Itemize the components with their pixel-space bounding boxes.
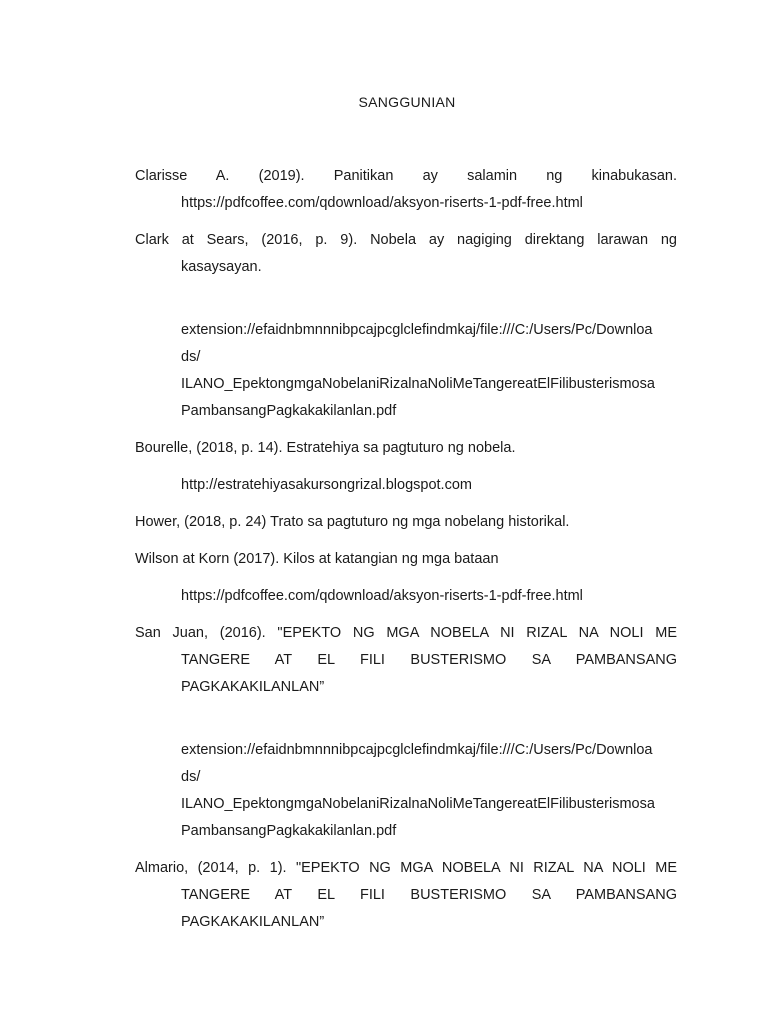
reference-almario-line-3: PAGKAKAKILANLAN” [181,914,325,930]
reference-clark-line-2: kasaysayan. [181,259,262,275]
reference-sanjuan-line-3: PAGKAKAKILANLAN” [181,679,325,695]
reference-wilson-url: https://pdfcoffee.com/qdownload/aksyon-riserts-1-pdf-free.html [181,588,583,604]
reference-extension-2-line-1: extension://efaidnbmnnnibpcajpcglclefindmkaj/file:///C:/Users/Pc/Downloa [181,742,653,758]
reference-wilson-line-1: Wilson at Korn (2017). Kilos at katangian ng mga bataan [135,551,499,567]
reference-extension-1-line-1: extension://efaidnbmnnnibpcajpcglclefindmkaj/file:///C:/Users/Pc/Downloa [181,322,653,338]
reference-clarisse-line-1: Clarisse A. (2019). Panitikan ay salamin ng kinabukasan. [135,168,677,184]
page-title: SANGGUNIAN [358,94,456,110]
reference-clarisse-url: https://pdfcoffee.com/qdownload/aksyon-riserts-1-pdf-free.html [181,195,583,211]
reference-almario-line-2: TANGERE AT EL FILI BUSTERISMO SA PAMBANSANG [181,887,677,903]
reference-extension-1-line-2: ds/ [181,349,201,365]
reference-almario-line-1: Almario, (2014, p. 1). "EPEKTO NG MGA NOBELA NI RIZAL NA NOLI ME [135,860,677,876]
reference-extension-2-line-4: PambansangPagkakakilanlan.pdf [181,823,397,839]
reference-bourelle-line-1: Bourelle, (2018, p. 14). Estratehiya sa pagtuturo ng nobela. [135,440,516,456]
reference-hower-line-1: Hower, (2018, p. 24) Trato sa pagtuturo ng mga nobelang historikal. [135,514,570,530]
reference-sanjuan-line-1: San Juan, (2016). "EPEKTO NG MGA NOBELA NI RIZAL NA NOLI ME [135,625,677,641]
reference-extension-1-line-3: ILANO_EpektongmgaNobelaniRizalnaNoliMeTangereatElFilibusterismosa [181,376,655,392]
reference-clark-line-1: Clark at Sears, (2016, p. 9). Nobela ay nagiging direktang larawan ng [135,232,677,248]
reference-extension-2-line-2: ds/ [181,769,201,785]
reference-bourelle-url: http://estratehiyasakursongrizal.blogspot.com [181,477,472,493]
reference-sanjuan-line-2: TANGERE AT EL FILI BUSTERISMO SA PAMBANSANG [181,652,677,668]
reference-extension-1-line-4: PambansangPagkakakilanlan.pdf [181,403,397,419]
reference-extension-2-line-3: ILANO_EpektongmgaNobelaniRizalnaNoliMeTangereatElFilibusterismosa [181,796,655,812]
